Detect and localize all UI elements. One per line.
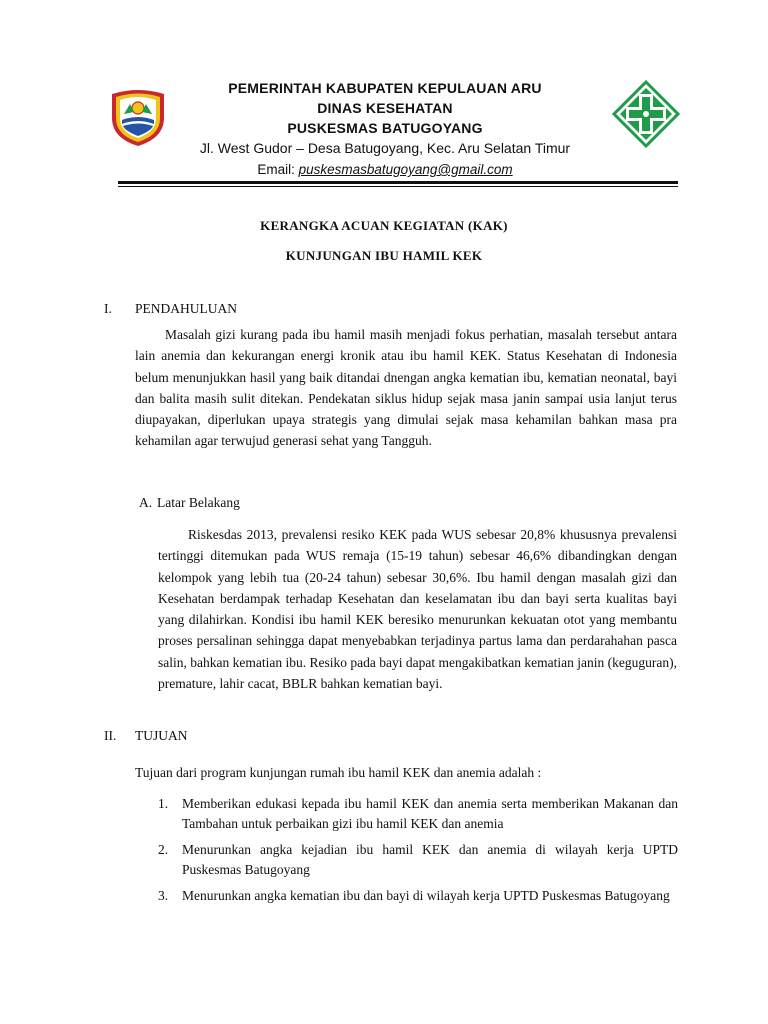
email-link[interactable]: puskesmasbatugoyang@gmail.com [298,162,513,177]
address: Jl. West Gudor – Desa Batugoyang, Kec. Aru Selatan Timur [199,140,571,156]
section-1-title: PENDAHULUAN [135,301,237,316]
list-item-number: 1. [158,796,169,811]
subsection-a-number: A. [139,495,153,510]
section-2-number: II. [104,728,117,743]
email-line [180,159,590,180]
document-subtitle: KUNJUNGAN IBU HAMIL KEK [285,248,483,263]
regency-crest-logo [106,84,170,148]
background-text: Riskesdas 2013, prevalensi resiko KEK pada WUS sebesar 20,8% khususnya prevalensi tertinggi ditemukan pada WUS remaja (15-19 tahun) sebesar 46,6% dibandingkan dengan kelompok yang lebih tua (20-24 tahun) sebesar 30,6%. Ibu hamil dengan masalah gizi dan Kesehatan berdampak terhadap Kesehatan dan keselamatan ibu dan bayi serta kualitas bayi yang dilahirkan. Kondisi ibu hamil KEK beresiko menurunkan kekuatan otot yang membantu proses persalinan sehingga dapat menyebabkan terjadinya partus lama dan perdarahahan pasca salin, bahkan kematian ibu. Resiko pada bayi dapat mengakibatkan kematian janin (keguguran), premature, lahir cacat, BBLR bahkan kematian bayi. [158,527,677,692]
list-item-text: Memberikan edukasi kepada ibu hamil KEK dan anemia serta memberikan Makanan dan Tambahan untuk perbaikan gizi ibu hamil KEK dan anemia [182,796,678,831]
list-item-text: Menurunkan angka kematian ibu dan bayi di wilayah kerja UPTD Puskesmas Batugoyang [182,888,670,903]
subsection-a-title: Latar Belakang [157,495,240,510]
background-paragraph [158,524,677,694]
puskesmas-logo [612,80,680,148]
email-label: Email: [257,162,299,177]
puskesmas-name: PUSKESMAS BATUGOYANG [287,120,483,136]
list-item [158,794,678,834]
goals-intro: Tujuan dari program kunjungan rumah ibu hamil KEK dan anemia adalah : [135,765,542,780]
list-item [158,886,678,906]
letterhead-rule-thick [118,181,678,184]
list-item-text: Menurunkan angka kejadian ibu hamil KEK dan anemia di wilayah kerja UPTD Puskesmas Batugoyang [182,842,678,877]
list-item-number: 3. [158,888,169,903]
section-2-title: TUJUAN [135,728,188,743]
section-1-number: I. [104,301,112,316]
introduction-paragraph [135,324,677,452]
government-name: PEMERINTAH KABUPATEN KEPULAUAN ARU [228,80,542,96]
letterhead-rule-thin [118,186,678,187]
letterhead [180,78,590,180]
list-item [158,840,678,880]
document-title: KERANGKA ACUAN KEGIATAN (KAK) [260,218,508,233]
list-item-number: 2. [158,842,169,857]
introduction-text: Masalah gizi kurang pada ibu hamil masih menjadi fokus perhatian, masalah tersebut antara lain anemia dan kekurangan energi kronik atau ibu hamil KEK. Status Kesehatan di Indonesia belum menunjukkan hasil yang baik ditandai dnengan angka kematian ibu, kematian neonatal, bayi dan balita masih sulit ditekan. Pendekatan siklus hidup sejak masa janin sampai usia lanjut terus diupayakan, diperlukan upaya strategis yang dimulai sejak masa kehamilan bahkan masa pra kehamilan agar terwujud generasi sehat yang Tangguh. [135,327,677,449]
goals-list [158,794,678,912]
agency-name: DINAS KESEHATAN [317,100,453,116]
